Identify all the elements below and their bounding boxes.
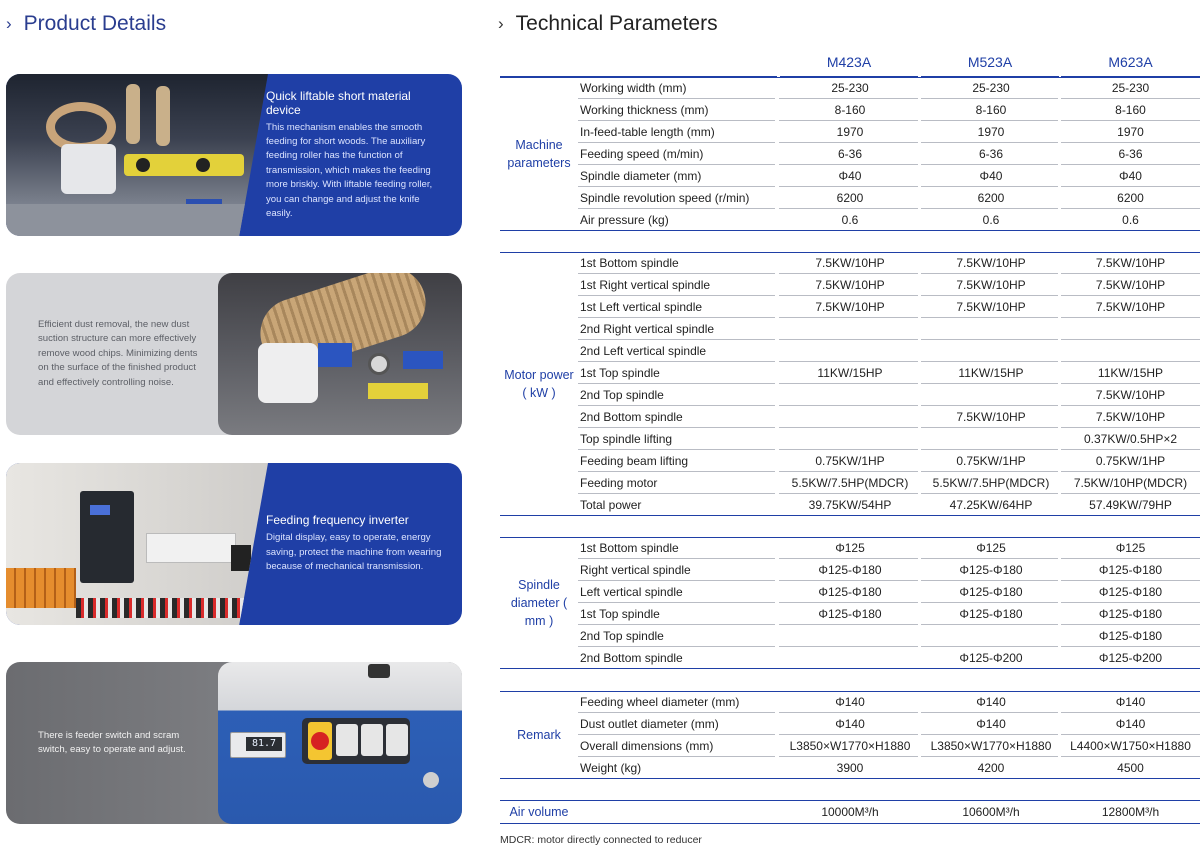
parameter-value: 6200 [836, 191, 864, 205]
parameter-name: Air pressure (kg) [580, 213, 669, 227]
card-body: Efficient dust removal, the new dust suction structure can more effectively remove wood chips. Minimizing dents on the surface of the finished product and effectively controlling noise. [38, 318, 198, 388]
parameter-name: Working width (mm) [580, 81, 687, 95]
technical-parameters-heading [498, 9, 718, 37]
table-row [578, 209, 1200, 231]
table-row [578, 559, 1200, 581]
parameter-name: Feeding motor [580, 476, 658, 490]
parameter-value [780, 625, 920, 647]
table-row [578, 801, 1200, 823]
air-volume-value: 10000M³/h [821, 805, 879, 819]
product-details-heading [6, 9, 166, 37]
parameter-value: 6-36 [837, 147, 863, 161]
model-header [1061, 54, 1200, 77]
parameter-value: 1970 [977, 125, 1005, 139]
parameter-group [500, 252, 1200, 516]
parameter-value: 8-160 [834, 103, 866, 117]
parameter-value [921, 384, 1061, 406]
parameter-name: 1st Right vertical spindle [580, 278, 711, 292]
parameter-value: Φ40 [1119, 169, 1142, 183]
parameter-value: 7.5KW/10HP [956, 256, 1026, 270]
chevron-right-icon: › [6, 13, 12, 33]
table-row [578, 318, 1200, 340]
table-row [578, 252, 1200, 274]
parameter-value [921, 428, 1061, 450]
parameter-name: 1st Bottom spindle [580, 541, 679, 555]
parameter-value: Φ125 [976, 541, 1006, 555]
parameter-name: 2nd Left vertical spindle [580, 344, 707, 358]
parameter-name: In-feed-table length (mm) [580, 125, 715, 139]
parameter-value: L4400×W1750×H1880 [1070, 739, 1191, 753]
switch-text [38, 662, 203, 824]
parameter-name: 2nd Bottom spindle [580, 651, 683, 665]
parameter-value: 7.5KW/10HP [1095, 278, 1166, 292]
parameter-value [921, 340, 1061, 362]
table-row [578, 603, 1200, 625]
parameter-name: Right vertical spindle [580, 563, 691, 577]
technical-parameters-title: Technical Parameters [515, 11, 718, 35]
parameter-value: 1970 [1117, 125, 1144, 139]
parameter-name: Left vertical spindle [580, 585, 683, 599]
air-volume-group [500, 800, 1200, 824]
group-label-text: Remark [517, 728, 561, 742]
parameter-value: 7.5KW/10HP [1095, 300, 1166, 314]
table-row [578, 625, 1200, 647]
short-material-text [266, 74, 446, 236]
card-body: This mechanism enables the smooth feeding for short woods. The auxiliary feeding roller has the function of transmission, which makes the feeding more briskly. With liftable feeding roller, you can change and adjust the knife easily. [266, 121, 433, 220]
table-row [578, 187, 1200, 209]
parameter-value: 6-36 [978, 147, 1004, 161]
parameter-value: 5.5KW/7.5HP(MDCR) [791, 476, 909, 490]
parameter-value: L3850×W1770×H1880 [930, 739, 1052, 753]
parameter-value: 11KW/15HP [958, 366, 1024, 380]
table-row [578, 384, 1200, 406]
parameter-value: 7.5KW/10HP [1095, 410, 1166, 424]
parameter-value: Φ140 [835, 695, 865, 709]
group-rule-bottom [500, 230, 1200, 231]
parameter-value: Φ140 [1115, 695, 1146, 709]
table-row [578, 362, 1200, 384]
model-name: M523A [967, 54, 1013, 70]
feature-card-switch [6, 662, 462, 824]
parameter-value: Φ125-Φ180 [959, 607, 1023, 621]
table-row [578, 537, 1200, 559]
parameter-name: Spindle diameter (mm) [580, 169, 702, 183]
dust-suction-photo [218, 273, 462, 435]
parameter-name: 2nd Bottom spindle [580, 410, 683, 424]
parameter-value: Φ140 [835, 717, 865, 731]
model-name: M423A [826, 54, 872, 70]
parameter-value: Φ125-Φ180 [1098, 629, 1163, 643]
parameter-value: Φ40 [838, 169, 862, 183]
model-header [780, 54, 918, 77]
parameter-value: Φ125-Φ200 [1098, 651, 1163, 665]
parameter-value: 4500 [1117, 761, 1144, 775]
parameter-value: 57.49KW/79HP [1089, 498, 1172, 512]
air-volume-value: 10600M³/h [962, 805, 1020, 819]
table-row [578, 450, 1200, 472]
table-row [578, 406, 1200, 428]
product-details-title: Product Details [23, 11, 167, 35]
group-rule-bottom [500, 778, 1200, 779]
parameter-value [921, 318, 1061, 340]
table-row [578, 143, 1200, 165]
parameter-value: Φ40 [979, 169, 1003, 183]
parameter-value: 7.5KW/10HP [956, 300, 1026, 314]
parameter-name: 2nd Top spindle [580, 388, 664, 402]
table-row [578, 274, 1200, 296]
parameter-value: 0.37KW/0.5HP×2 [1083, 432, 1178, 446]
parameter-value: Φ125 [835, 541, 865, 555]
parameter-value: 6-36 [1118, 147, 1143, 161]
table-row [578, 165, 1200, 187]
group-label-text: Motor power ( kW ) [504, 368, 574, 400]
parameter-value: Φ125-Φ200 [959, 651, 1023, 665]
parameter-value: 3900 [836, 761, 864, 775]
parameter-value: 0.75KW/1HP [815, 454, 885, 468]
parameter-value: Φ125-Φ180 [1098, 607, 1163, 621]
table-row [578, 472, 1200, 494]
parameter-name: Feeding beam lifting [580, 454, 689, 468]
parameter-value: 7.5KW/10HP [956, 410, 1026, 424]
parameter-name: Working thickness (mm) [580, 103, 709, 117]
table-row [578, 647, 1200, 669]
control-panel-photo [218, 662, 462, 824]
parameter-value [780, 340, 920, 362]
parameter-value [780, 384, 920, 406]
panel-display: 81.7 [246, 737, 282, 751]
table-row [578, 494, 1200, 516]
parameter-value: 8-160 [975, 103, 1007, 117]
feature-card-short-material [6, 74, 462, 236]
parameter-value: 6200 [977, 191, 1005, 205]
parameter-name: Top spindle lifting [580, 432, 673, 446]
inverter-text [266, 463, 446, 625]
table-row [578, 581, 1200, 603]
parameter-value [1061, 340, 1200, 362]
parameter-group [500, 691, 1200, 779]
parameter-value [780, 428, 920, 450]
frequency-inverter-photo [6, 463, 268, 625]
parameter-value: 7.5KW/10HP [956, 278, 1026, 292]
parameter-value: Φ125-Φ180 [1098, 585, 1163, 599]
feature-card-dust-removal [6, 273, 462, 435]
group-label [500, 77, 578, 231]
parameter-value: 11KW/15HP [1097, 366, 1164, 380]
parameter-value: Φ125-Φ180 [959, 563, 1023, 577]
parameter-name: 1st Left vertical spindle [580, 300, 703, 314]
parameter-name: Spindle revolution speed (r/min) [580, 191, 750, 205]
parameter-value: Φ125-Φ180 [1098, 563, 1163, 577]
parameter-value: L3850×W1770×H1880 [789, 739, 911, 753]
model-header [921, 54, 1059, 77]
parameter-value [780, 647, 920, 669]
dust-removal-text [38, 273, 203, 435]
card-body: Digital display, easy to operate, energy saving, protect the machine from wearing because of mechanical transmission. [266, 532, 442, 573]
parameter-name: 1st Top spindle [580, 607, 660, 621]
table-row [578, 691, 1200, 713]
table-row [578, 735, 1200, 757]
parameter-value: 0.6 [1122, 213, 1139, 227]
parameter-value: 7.5KW/10HP [815, 278, 885, 292]
parameter-value: 25-230 [831, 81, 869, 95]
footnote: MDCR: motor directly connected to reducer [500, 834, 702, 846]
parameter-value: Φ140 [1115, 717, 1146, 731]
parameter-name: 1st Bottom spindle [580, 256, 679, 270]
group-label [500, 537, 578, 669]
parameter-name: Weight (kg) [580, 761, 642, 775]
parameter-name: Feeding speed (m/min) [580, 147, 704, 161]
parameter-value [780, 318, 920, 340]
group-label [500, 252, 578, 516]
table-row [578, 340, 1200, 362]
parameter-name: 2nd Right vertical spindle [580, 322, 715, 336]
parameter-name: 2nd Top spindle [580, 629, 664, 643]
group-label-text: Spindle diameter ( mm ) [510, 578, 568, 628]
parameter-value: 4200 [977, 761, 1005, 775]
parameter-value: 7.5KW/10HP [815, 256, 885, 270]
parameter-value: 25-230 [1111, 81, 1150, 95]
parameter-value: Φ125 [1115, 541, 1146, 555]
parameter-value: 8-160 [1115, 103, 1146, 117]
header-rule [500, 54, 777, 77]
feature-card-inverter [6, 463, 462, 625]
parameter-value: 7.5KW/10HP [1095, 256, 1166, 270]
parameter-value: Φ140 [976, 717, 1006, 731]
group-rule-bottom [500, 515, 1200, 516]
parameter-group [500, 537, 1200, 669]
short-material-device-photo [6, 74, 268, 236]
parameter-value: 0.75KW/1HP [1095, 454, 1166, 468]
group-label-text: Machine parameters [507, 138, 571, 170]
parameter-group [500, 77, 1200, 231]
card-title: Quick liftable short material device [266, 88, 411, 117]
parameter-value: 39.75KW/54HP [808, 498, 892, 512]
table-row [578, 296, 1200, 318]
parameter-value: 47.25KW/64HP [949, 498, 1033, 512]
card-body: There is feeder switch and scram switch, easy to operate and adjust. [38, 729, 186, 755]
chevron-right-icon: › [498, 13, 504, 33]
parameter-value: Φ125-Φ180 [818, 585, 882, 599]
parameter-value: Φ125-Φ180 [818, 563, 882, 577]
parameter-name: Feeding wheel diameter (mm) [580, 695, 740, 709]
parameter-value [921, 625, 1061, 647]
parameter-value: 0.6 [841, 213, 859, 227]
parameter-value: 7.5KW/10HP [1095, 388, 1166, 402]
table-row [578, 77, 1200, 99]
parameter-name: Overall dimensions (mm) [580, 739, 714, 753]
table-row [578, 757, 1200, 779]
parameter-value: Φ140 [976, 695, 1006, 709]
parameter-value: 1970 [836, 125, 864, 139]
parameter-name: Total power [580, 498, 642, 512]
parameter-value: 25-230 [972, 81, 1010, 95]
parameter-name: 1st Top spindle [580, 366, 660, 380]
parameter-value: Φ125-Φ180 [818, 607, 882, 621]
parameter-value: Φ125-Φ180 [959, 585, 1023, 599]
parameter-value: 0.6 [982, 213, 1000, 227]
model-name: M623A [1108, 54, 1153, 70]
parameter-name: Dust outlet diameter (mm) [580, 717, 719, 731]
parameter-value: 7.5KW/10HP [815, 300, 885, 314]
parameter-value: 5.5KW/7.5HP(MDCR) [932, 476, 1050, 490]
card-title: Feeding frequency inverter [266, 513, 409, 528]
table-row [578, 99, 1200, 121]
table-row [578, 713, 1200, 735]
parameter-value: 7.5KW/10HP(MDCR) [1073, 476, 1188, 490]
parameter-value: 6200 [1117, 191, 1144, 205]
parameter-value: 0.75KW/1HP [956, 454, 1026, 468]
group-rule-bottom [500, 668, 1200, 669]
group-label [500, 691, 578, 779]
parameter-value [780, 406, 920, 428]
air-volume-label: Air volume [509, 805, 569, 819]
parameter-value [1061, 318, 1200, 340]
table-row [578, 121, 1200, 143]
air-volume-value: 12800M³/h [1101, 805, 1160, 819]
group-rule-bottom [500, 823, 1200, 824]
table-row [578, 428, 1200, 450]
parameter-value: 11KW/15HP [817, 366, 883, 380]
